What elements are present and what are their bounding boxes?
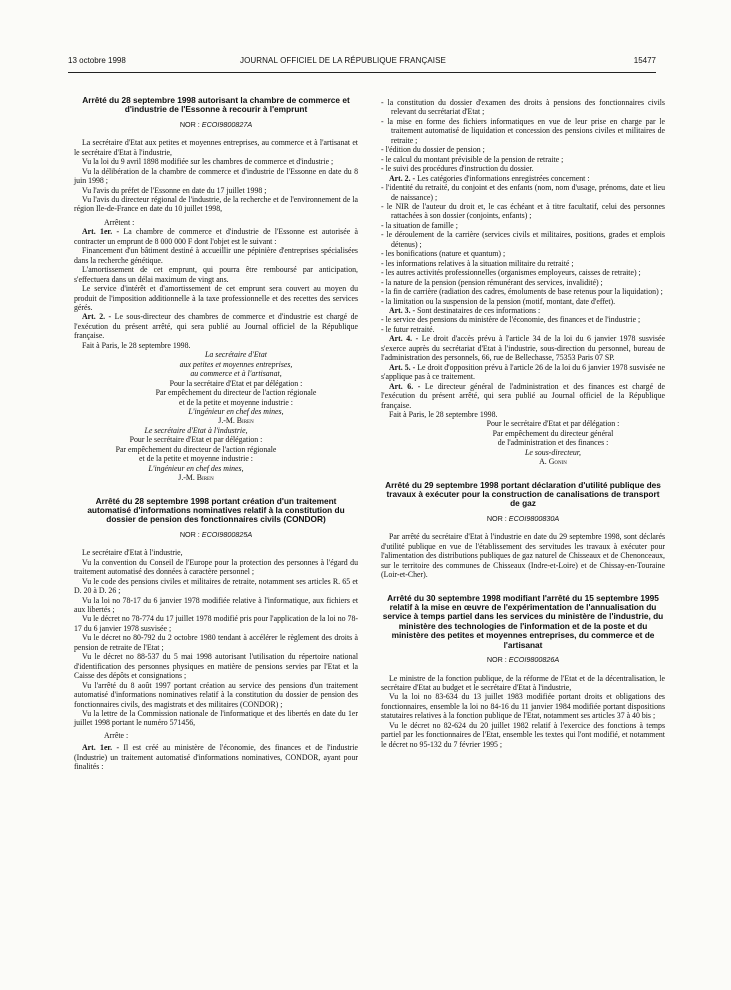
paragraph: Vu la convention du Conseil de l'Europe pour la protection des personnes à l'égard du traitement automatisé des données à caractère personnel ;: [74, 557, 358, 577]
list-item: - les informations relatives à la situation militaire du retraité ;: [381, 258, 574, 268]
list-item: - la mise en forme des fichiers informatiques en vue de leur prise en charge par le traitement automatisé de liquidation et concession des pensions civiles et militaires de retraite ;: [381, 116, 665, 145]
nor-reference: NOR : ECOI9800826A: [486, 655, 560, 665]
article-title: Arrêté du 30 septembre 1998 modifiant l'arrêté du 15 septembre 1995 relatif à la mise en œuvre de l'expérimentation de l'annualisation du service à temps partiel dans les services du ministère de l'industrie, du ministère des technologies de l'information et de la poste et du ministère des petites et moyennes entreprises, du commerce et de l'artisanat: [382, 592, 664, 650]
paragraph: Vu la loi no 83-634 du 13 juillet 1983 modifiée portant droits et obligations des fonctionnaires, ensemble la loi no 84-16 du 11 janvier 1984 modifiée portant dispositions statutaires relatives à la fonction publique de l'Etat, notamment ses articles 37 à 40 bis ;: [381, 692, 665, 721]
list-item: - le calcul du montant prévisible de la pension de retraite ;: [381, 154, 564, 164]
paragraph: Vu le décret no 88-537 du 5 mai 1998 autorisant l'utilisation du répertoire national d'identification des personnes physiques en matière de pensions servies par l'Etat et la Caisse des dépôts et consignations ;: [74, 652, 358, 681]
article-6: Art. 6. - Le directeur général de l'administration et des finances est chargé de l'exécution du présent arrêté, qui sera publié au Journal officiel de la République française.: [381, 381, 666, 410]
paragraph: Vu l'avis du directeur régional de l'industrie, de la recherche et de l'environnement de la région Ile-de-France en date du 10 juillet 1998,: [74, 194, 358, 214]
list-item: - le service des pensions du ministère de l'économie, des finances et de l'industrie ;: [381, 315, 641, 325]
list-item: - la situation de famille ;: [381, 220, 458, 230]
list-item: - le NIR de l'auteur du droit et, le cas échéant et à titre facultatif, celui des personnes rattachées à son dossier (conjoints, enfants) ;: [381, 201, 665, 221]
list-item: - la limitation ou la suspension de la pension (motif, montant, date d'effet).: [381, 296, 616, 306]
paragraph: Le secrétaire d'Etat à l'industrie,: [82, 548, 183, 558]
article-title: Arrêté du 28 septembre 1998 autorisant la chambre de commerce et d'industrie de l'Essonne à recourir à l'emprunt: [82, 95, 350, 115]
paragraph: Vu l'avis du préfet de l'Essonne en date du 17 juillet 1998 ;: [82, 185, 267, 195]
list-item: - le suivi des procédures d'instruction du dossier.: [381, 164, 534, 174]
page-header: [68, 56, 656, 70]
paragraph: La secrétaire d'Etat aux petites et moyennes entreprises, au commerce et à l'artisanat et le secrétaire d'Etat à l'industrie,: [74, 138, 358, 157]
article-3: Art. 3. - Sont destinataires de ces informations :: [389, 305, 541, 315]
list-item: - les autres activités professionnelles (organismes employeurs, caisses de retraite) ;: [381, 268, 641, 278]
paragraph: Vu l'arrêté du 8 août 1997 portant création au service des pensions d'un traitement automatisé d'informations nominatives relatif à la constitution du dossier de pension des fonctionnaires civils, des magistrats et des militaires (CONDOR) ;: [74, 680, 358, 709]
article-1: Art. 1er. - La chambre de commerce et d'industrie de l'Essonne est autorisée à contracter un emprunt de 8 000 000 F dont l'objet est le suivant :: [74, 227, 358, 246]
arretent: Arrêtent :: [104, 217, 135, 227]
paragraph: Vu la loi no 78-17 du 6 janvier 1978 modifiée relative à l'informatique, aux fichiers et aux libertés ;: [74, 595, 358, 614]
done-at: Fait à Paris, le 28 septembre 1998.: [389, 409, 498, 419]
issue-date: 13 octobre 1998: [68, 56, 126, 65]
done-at: Fait à Paris, le 28 septembre 1998.: [82, 340, 191, 350]
nor-reference: NOR : ECOI9800827A: [179, 119, 253, 129]
list-item: - la nature de la pension (pension rémunérant des services, invalidité) ;: [381, 277, 603, 287]
list-item: - les bonifications (nature et quantum) ;: [381, 249, 506, 259]
article-4: Art. 4. - Le droit d'accès prévu à l'article 34 de la loi du 6 janvier 1978 susvisée s'exerce auprès du secrétariat d'Etat à l'industrie, sous-direction du personnel, bureau de l'administration des personnels, 66, rue de Bellechasse, 75353 Paris 07 SP.: [381, 334, 665, 363]
article-2: Art. 2. - Les catégories d'informations enregistrées concernent :: [389, 173, 590, 183]
paragraph: Vu le décret no 78-774 du 17 juillet 1978 modifié pris pour l'application de la loi no 78-17 du 6 janvier 1978 susvisée ;: [74, 614, 358, 633]
list-item: - la constitution du dossier d'examen des droits à pensions des fonctionnaires civils relevant du secrétariat d'Etat ;: [381, 98, 665, 117]
paragraph: Vu la délibération de la chambre de commerce et d'industrie de l'Essonne en date du 8 juin 1998 ;: [74, 166, 358, 186]
paragraph: Vu la loi du 9 avril 1898 modifiée sur les chambres de commerce et d'industrie ;: [82, 157, 334, 167]
journal-title: JOURNAL OFFICIEL DE LA RÉPUBLIQUE FRANÇAISE: [240, 56, 446, 65]
header-rule: [68, 72, 656, 73]
signature-block: La secrétaire d'Etat aux petites et moyennes entreprises, au commerce et à l'artisanat, Pour la secrétaire d'Etat et par délégation : Par empêchement du directeur de l'action régionale et de la petite et moyenne industrie : L'ingénieur en chef des mines, J.-M. Biren: [155, 350, 317, 426]
signature-block: Le secrétaire d'Etat à l'industrie, Pour le secrétaire d'Etat et par délégation : Par empêchement du directeur de l'action régionale et de la petite et moyenne industrie : L'ingénieur en chef des mines, J.-M. Biren: [115, 425, 277, 483]
article-title: Arrêté du 28 septembre 1998 portant création d'un traitement automatisé d'informations nominatives relatif à la constitution du dossier de pension des fonctionnaires civils (CONDOR): [87, 495, 345, 525]
signature-block: Pour le secrétaire d'Etat et par délégation : Par empêchement du directeur général de l'administration et des finances : Le sous-directeur, A. Gonin: [486, 419, 620, 467]
article-1: Art. 1er. - Il est créé au ministère de l'économie, des finances et de l'industrie (Industrie) un traitement automatisé d'informations nominatives, CONDOR, ayant pour finalités :: [74, 743, 358, 772]
paragraph: Par arrêté du secrétaire d'Etat à l'industrie en date du 29 septembre 1998, sont déclarés d'utilité publique en vue de l'établissement des servitudes les travaux à exécuter pour l'alimentation des distributions publiques de gaz naturel de Chisseaux et de Chenonceaux, sur le territoire des communes de Chisseaux (Indre-et-Loire) et de Chissay-en-Touraine (Loir-et-Cher).: [381, 532, 665, 580]
paragraph: Vu le décret no 80-792 du 2 octobre 1980 tendant à accélérer le règlement des droits à pension de retraite de l'Etat ;: [74, 633, 358, 652]
list-item: - l'identité du retraité, du conjoint et des enfants (nom, nom d'usage, prénoms, date et lieu de naissance) ;: [381, 183, 665, 202]
paragraph: Vu la lettre de la Commission nationale de l'informatique et des libertés en date du 1er juillet 1998 portant le numéro 571456,: [74, 708, 358, 728]
list-item: - le futur retraité.: [381, 324, 435, 334]
page-number: 15477: [633, 56, 656, 65]
paragraph: Financement d'un bâtiment destiné à accueillir une pépinière d'entreprises spécialisées dans la recherche génétique.: [74, 246, 358, 265]
left-column: [74, 96, 358, 772]
nor-reference: NOR : ECOI9800825A: [179, 529, 253, 539]
list-item: - la fin de carrière (radiation des cadres, émoluments de base retenus pour la liquidation) ;: [381, 287, 663, 297]
article-5: Art. 5. - Le droit d'opposition prévu à l'article 26 de la loi du 6 janvier 1978 susvisée ne s'applique pas à ce traitement.: [381, 362, 666, 382]
article-title: Arrêté du 29 septembre 1998 portant déclaration d'utilité publique des travaux à exécuter pour la construction de canalisations de transport de gaz: [385, 479, 661, 509]
list-item: - l'édition du dossier de pension ;: [381, 145, 485, 155]
paragraph: Le ministre de la fonction publique, de la réforme de l'Etat et de la décentralisation, le secrétaire d'Etat au budget et le secrétaire d'Etat à l'industrie,: [381, 673, 665, 692]
nor-reference: NOR : ECOI9800830A: [486, 513, 560, 523]
article-2: Art. 2. - Le sous-directeur des chambres de commerce et d'industrie est chargé de l'exécution du présent arrêté, qui sera publié au Journal officiel de la République française.: [74, 312, 358, 341]
paragraph: Vu le code des pensions civiles et militaires de retraite, notamment ses articles R. 65 et D. 20 à D. 26 ;: [74, 576, 358, 596]
list-item: - le déroulement de la carrière (services civils et militaires, positions, grades et emplois détenus) ;: [381, 230, 665, 249]
paragraph: Le service d'intérêt et d'amortissement de cet emprunt sera couvert au moyen du produit de l'imposition additionnelle à la taxe professionnelle et des recettes des services gérés.: [74, 284, 358, 312]
arrete: Arrête :: [104, 730, 129, 740]
right-column: [381, 98, 665, 749]
paragraph: L'amortissement de cet emprunt, qui pourra être remboursé par anticipation, s'effectuera dans un délai maximum de vingt ans.: [74, 265, 358, 284]
paragraph: Vu le décret no 82-624 du 20 juillet 1982 relatif à l'exercice des fonctions à temps partiel par les fonctionnaires de l'Etat, ensemble les textes qui l'ont modifié, et notamment le décret no 95-132 du 7 février 1995 ;: [381, 720, 665, 749]
